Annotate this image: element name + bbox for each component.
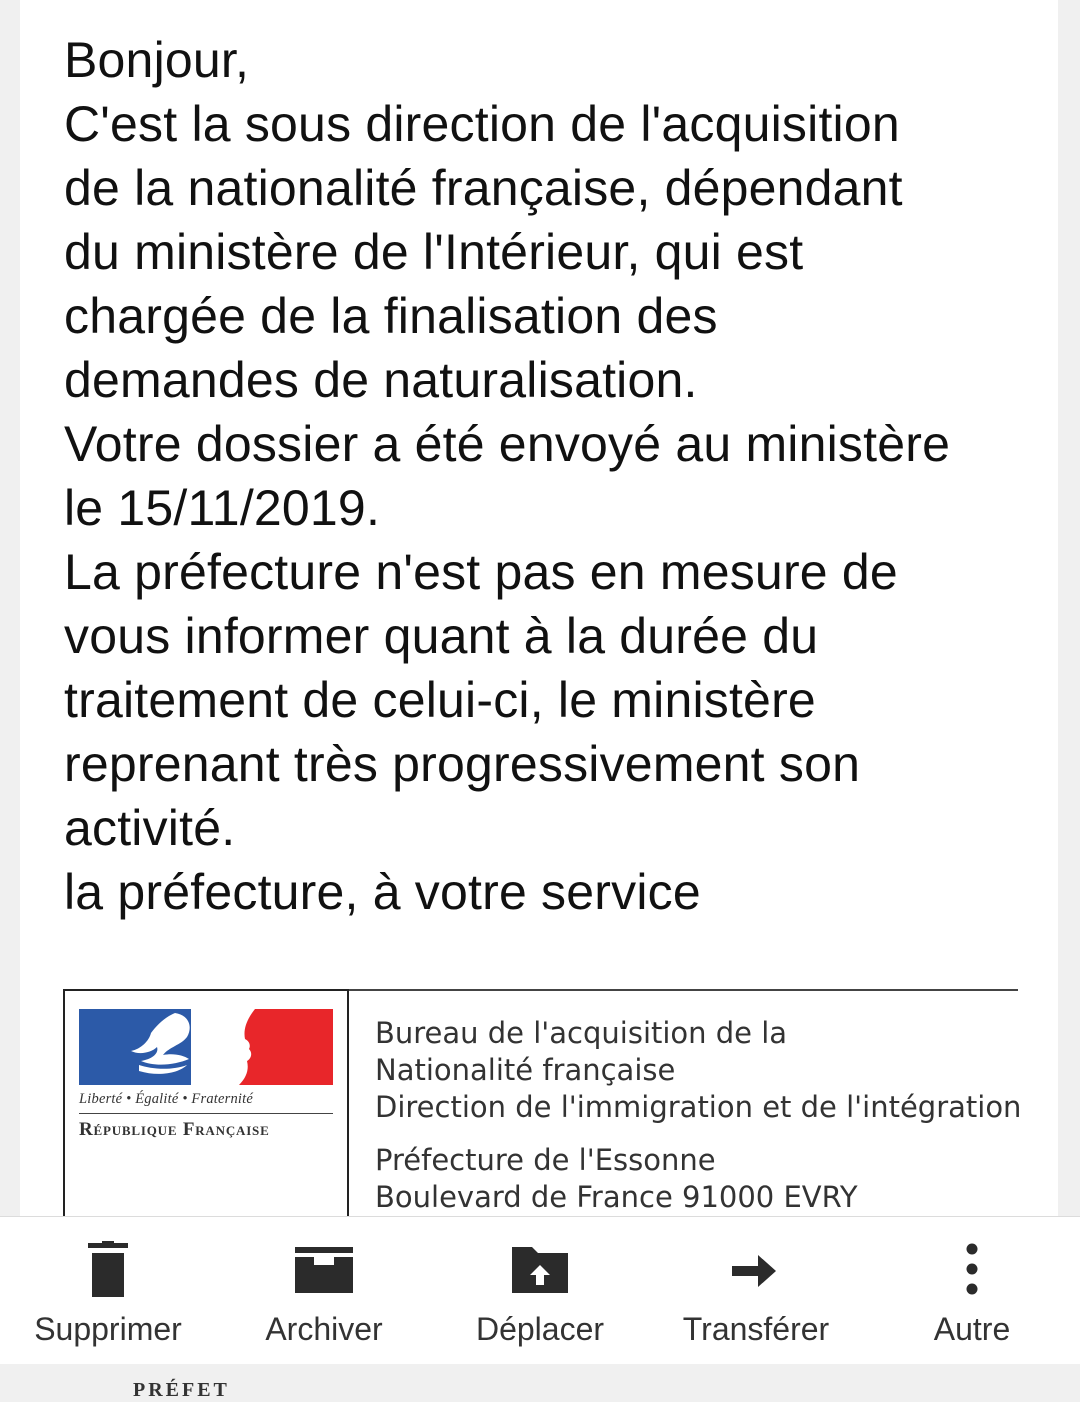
message-line: reprenant très progressivement son <box>64 736 861 792</box>
message-line: La préfecture n'est pas en mesure de <box>64 544 898 600</box>
message-line: le 15/11/2019. <box>64 480 381 536</box>
signature-line: Direction de l'immigration et de l'intégration <box>375 1090 1022 1124</box>
move-button[interactable] <box>432 1217 648 1365</box>
signature-line: Bureau de l'acquisition de la <box>375 1016 788 1050</box>
message-line: la préfecture, à votre service <box>64 864 701 920</box>
archive-button[interactable] <box>216 1217 432 1365</box>
archive-label: Archiver <box>265 1311 383 1347</box>
message-text <box>64 28 1044 924</box>
logo-divider <box>79 1113 333 1114</box>
republique-francaise-logo <box>63 989 349 1161</box>
message-line: Bonjour, <box>64 32 250 88</box>
forward-label: Transférer <box>682 1311 830 1347</box>
message-line: demandes de naturalisation. <box>64 352 698 408</box>
bottom-action-bar <box>0 1216 1080 1364</box>
archive-icon <box>292 1241 356 1301</box>
message-line: vous informer quant à la durée du <box>64 608 819 664</box>
delete-button[interactable] <box>0 1217 216 1365</box>
logo-republique-text: République Française <box>79 1119 270 1140</box>
signature-prefecture: Préfecture de l'Essonne <box>375 1143 716 1177</box>
trash-icon <box>76 1241 140 1301</box>
message-line: de la nationalité française, dépendant <box>64 160 903 216</box>
move-folder-icon <box>508 1241 572 1301</box>
more-button[interactable] <box>864 1217 1080 1365</box>
logo-motto: Liberté • Égalité • Fraternité <box>79 1091 254 1107</box>
forward-arrow-icon <box>724 1241 788 1301</box>
signature-address: Boulevard de France 91000 EVRY <box>375 1180 858 1214</box>
message-line: Votre dossier a été envoyé au ministère <box>64 416 951 472</box>
marianne-flag-icon <box>79 1009 333 1085</box>
message-line: traitement de celui-ci, le ministère <box>64 672 816 728</box>
message-line: C'est la sous direction de l'acquisition <box>64 96 900 152</box>
forward-button[interactable] <box>648 1217 864 1365</box>
message-line: chargée de la finalisation des <box>64 288 718 344</box>
signature-info <box>375 1015 1035 1216</box>
signature-line: Nationalité française <box>375 1053 676 1087</box>
more-label: Autre <box>933 1311 1011 1347</box>
prefet-text: PRÉFET <box>133 1379 230 1401</box>
message-line: du ministère de l'Intérieur, qui est <box>64 224 804 280</box>
more-vertical-icon <box>940 1241 1004 1301</box>
message-line: activité. <box>64 800 236 856</box>
move-label: Déplacer <box>475 1311 605 1347</box>
delete-label: Supprimer <box>34 1311 182 1347</box>
